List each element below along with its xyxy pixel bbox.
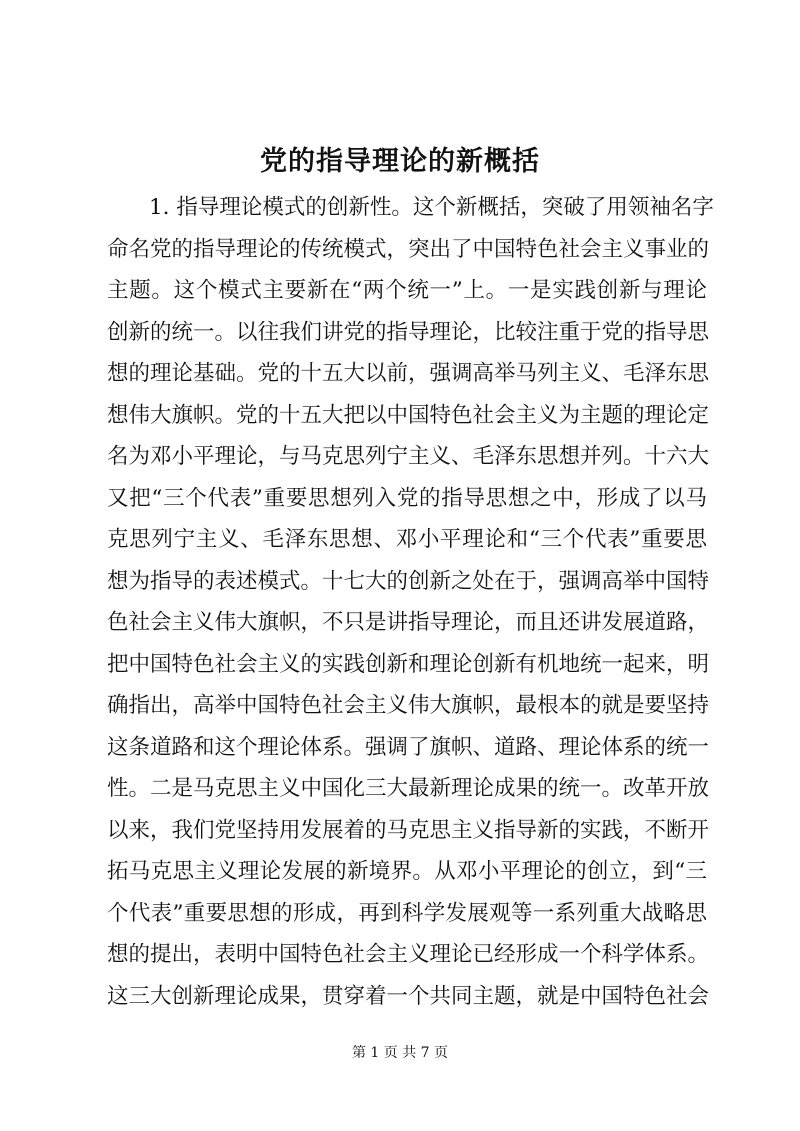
page-footer: 第 1 页 共 7 页: [351, 1045, 449, 1061]
body-line: 以来，我们党坚持用发展着的马克思主义指导新的实践，不断开: [107, 817, 710, 843]
body-line: 色社会主义伟大旗帜，不只是讲指导理论，而且还讲发展道路，: [107, 610, 710, 635]
body-line: 想伟大旗帜。党的十五大把以中国特色社会主义为主题的理论定: [107, 402, 710, 428]
body-line: 克思列宁主义、毛泽东思想、邓小平理论和“三个代表”重要思: [107, 527, 707, 552]
body-line: 个代表”重要思想的形成，再到科学发展观等一系列重大战略思: [107, 900, 707, 926]
body-line: 1. 指导理论模式的创新性。这个新概括，突破了用领袖名字: [149, 195, 714, 220]
body-line: 想的提出，表明中国特色社会主义理论已经形成一个科学体系。: [107, 942, 710, 967]
body-line: 又把“三个代表”重要思想列入党的指导思想之中，形成了以马: [107, 485, 707, 511]
body-line: 主题。这个模式主要新在“两个统一”上。一是实践创新与理论: [107, 278, 707, 303]
body-line: 拓马克思主义理论发展的新境界。从邓小平理论的创立，到“三: [107, 859, 707, 884]
body-line: 想为指导的表述模式。十七大的创新之处在于，强调高举中国特: [107, 568, 710, 594]
body-line: 想的理论基础。党的十五大以前，强调高举马列主义、毛泽东思: [107, 361, 710, 386]
body-line: 把中国特色社会主义的实践创新和理论创新有机地统一起来，明: [107, 651, 710, 677]
body-line: 性。二是马克思主义中国化三大最新理论成果的统一。改革开放: [107, 776, 710, 801]
document-body: [107, 187, 714, 1017]
body-line: 这条道路和这个理论体系。强调了旗帜、道路、理论体系的统一: [107, 734, 710, 760]
body-line: 命名党的指导理论的传统模式，突出了中国特色社会主义事业的: [107, 236, 710, 262]
body-line: 确指出，高举中国特色社会主义伟大旗帜，最根本的就是要坚持: [107, 693, 710, 718]
body-line: 创新的统一。以往我们讲党的指导理论，比较注重于党的指导思: [107, 319, 710, 345]
body-line: 名为邓小平理论，与马克思列宁主义、毛泽东思想并列。十六大: [107, 444, 710, 469]
body-line: 这三大创新理论成果，贯穿着一个共同主题，就是中国特色社会: [107, 983, 710, 1009]
document-title: 党的指导理论的新概括: [260, 146, 540, 177]
